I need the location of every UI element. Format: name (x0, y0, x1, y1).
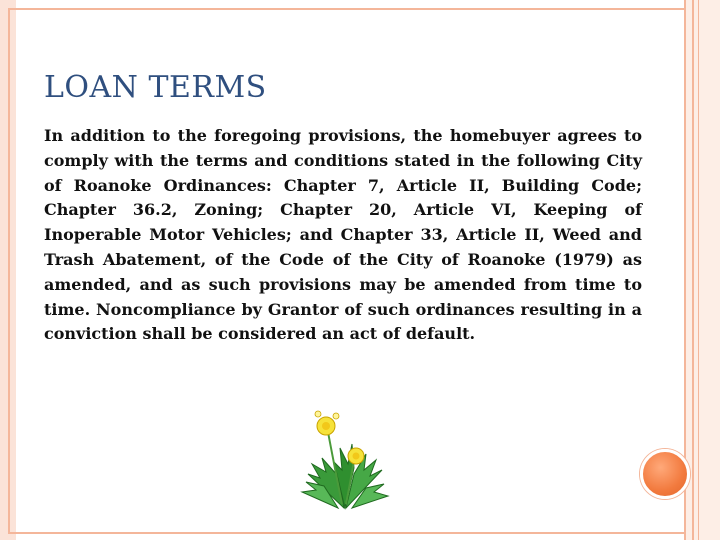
slide-body-text: In addition to the foregoing provisions, the homebuyer agrees to comply with the terms and conditions stated in the following City of Roanoke Ordinances: Chapter 7, Article II, Building Code; Chapter 36.2, Zoning; Chapter 20, Article VI, Keeping of Inoperable Motor Vehicles; and Chapter 33, Article II, Weed and Trash Abatement, of the Code of the City of Roanoke (1979) as amended, and as such provisions may be amended from time to time. Noncompliance by Grantor of such ordinances resulting in a conviction shall be considered an act of default. (44, 126, 642, 344)
dandelion-icon (298, 404, 390, 510)
right-border-rail (684, 0, 720, 540)
accent-circle (640, 449, 690, 499)
slide-title: LOAN TERMS (44, 70, 267, 105)
